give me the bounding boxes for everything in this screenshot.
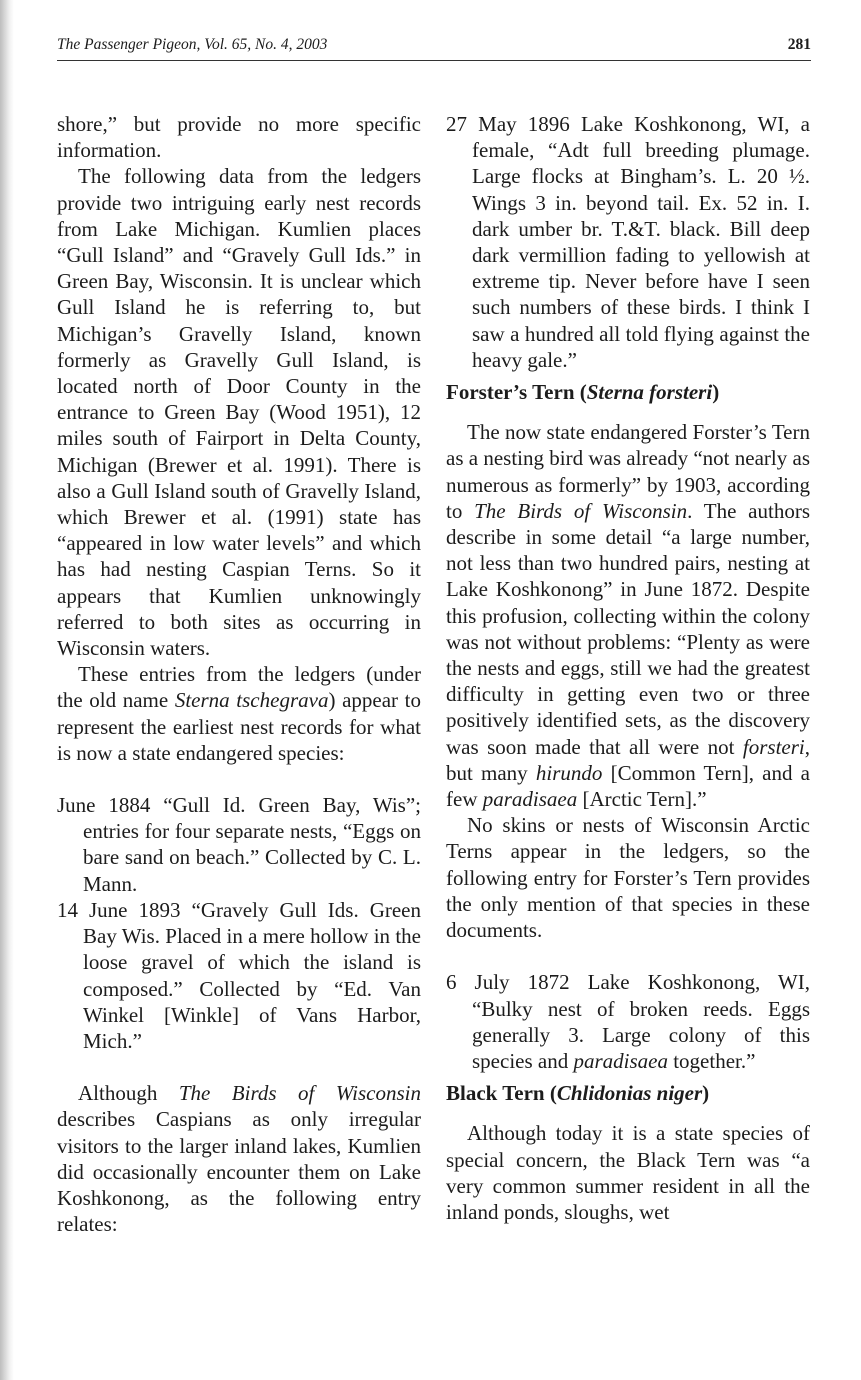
paragraph-ledger-data: The following data from the ledgers provide two intriguing early nest records from Lake Michigan. Kumlien places “Gull Island” and “Gravely Gull Ids.” in Green Bay, Wisconsin. It is unclear which Gull Island he is referring to, but Michigan’s Gravelly Island, known formerly as Gravelly Gull Island, is located north of Door County in the entrance to Green Bay (Wood 1951), 12 miles south of Fairport in Delta County, Michigan (Brewer et al. 1991). There is also a Gull Island south of Gravelly Island, which Brewer et al. (1991) state has “appeared in low water levels” and which has had nesting Caspian Terns. So it appears that Kumlien unknowingly referred to both sites as occurring in Wisconsin waters. <box>57 164 421 661</box>
section-heading-forsters-tern: Forster’s Tern (Sterna forsteri) <box>446 380 720 405</box>
paragraph-black-tern: Although today it is a state species of special concern, the Black Tern was “a very common summer resident in all the inland ponds, sloughs, wet <box>446 1121 810 1224</box>
ledger-entry-july-1872: 6 July 1872 Lake Koshkonong, WI, “Bulky nest of broken reeds. Eggs generally 3. Large colony of this species and paradisaea together.” <box>446 970 810 1073</box>
section-heading-black-tern: Black Tern (Chlidonias niger) <box>446 1081 710 1106</box>
page-gutter-shadow <box>0 0 14 1380</box>
right-column <box>446 111 810 1225</box>
header-rule <box>57 60 811 61</box>
ledger-entry-june-1893: 14 June 1893 “Gravely Gull Ids. Green Bay Wis. Placed in a mere hollow in the loose gravel of which the island is composed.” Collected by “Ed. Van Winkel [Winkle] of Vans Harbor, Mich.” <box>57 897 421 1053</box>
paragraph-forsters-tern: The now state endangered Forster’s Tern as a nesting bird was already “not nearly as numerous as formerly” by 1903, according to The Birds of Wisconsin. The authors describe in some detail “a large number, not less than two hundred pairs, nesting at Lake Koshkonong” in June 1872. Despite this profusion, collecting within the colony was not without problems: “Plenty as were the nests and eggs, still we had the greatest difficulty in getting even two or three positively identified sets, as the discovery was soon made that all were not forsteri, but many hirundo [Common Tern], and a few paradisaea [Arctic Tern].” <box>446 420 811 812</box>
ledger-entry-june-1884: June 1884 “Gull Id. Green Bay, Wis”; entries for four separate nests, “Eggs on bare sand on beach.” Collected by C. L. Mann. <box>57 793 421 896</box>
page-number: 281 <box>787 36 811 53</box>
left-column <box>57 111 421 1237</box>
running-head: The Passenger Pigeon, Vol. 65, No. 4, 2003 <box>57 36 328 53</box>
page-header <box>57 34 811 60</box>
paragraph-arctic-terns: No skins or nests of Wisconsin Arctic Terns appear in the ledgers, so the following entry for Forster’s Tern provides the only mention of that species in these documents. <box>446 813 810 943</box>
ledger-entry-may-1896: 27 May 1896 Lake Koshkonong, WI, a female, “Adt full breeding plumage. Large flocks at Bingham’s. L. 20 ½. Wings 3 in. beyond tail. Ex. 52 in. I. dark umber br. T.&T. black. Bill deep dark vermillion fading to yellowish at extreme tip. Never before have I seen such numbers of these birds. I think I saw a hundred all told flying against the heavy gale.” <box>446 112 810 372</box>
paragraph-entries-intro: These entries from the ledgers (under the old name Sterna tschegrava) appear to represent the earliest nest records for what is now a state endangered species: <box>57 662 421 765</box>
paragraph-caspians: Although The Birds of Wisconsin describes Caspians as only irregular visitors to the larger inland lakes, Kumlien did occasionally encounter them on Lake Koshkonong, as the following entry relates: <box>57 1081 422 1237</box>
paragraph-continued: shore,” but provide no more specific information. <box>57 112 421 163</box>
